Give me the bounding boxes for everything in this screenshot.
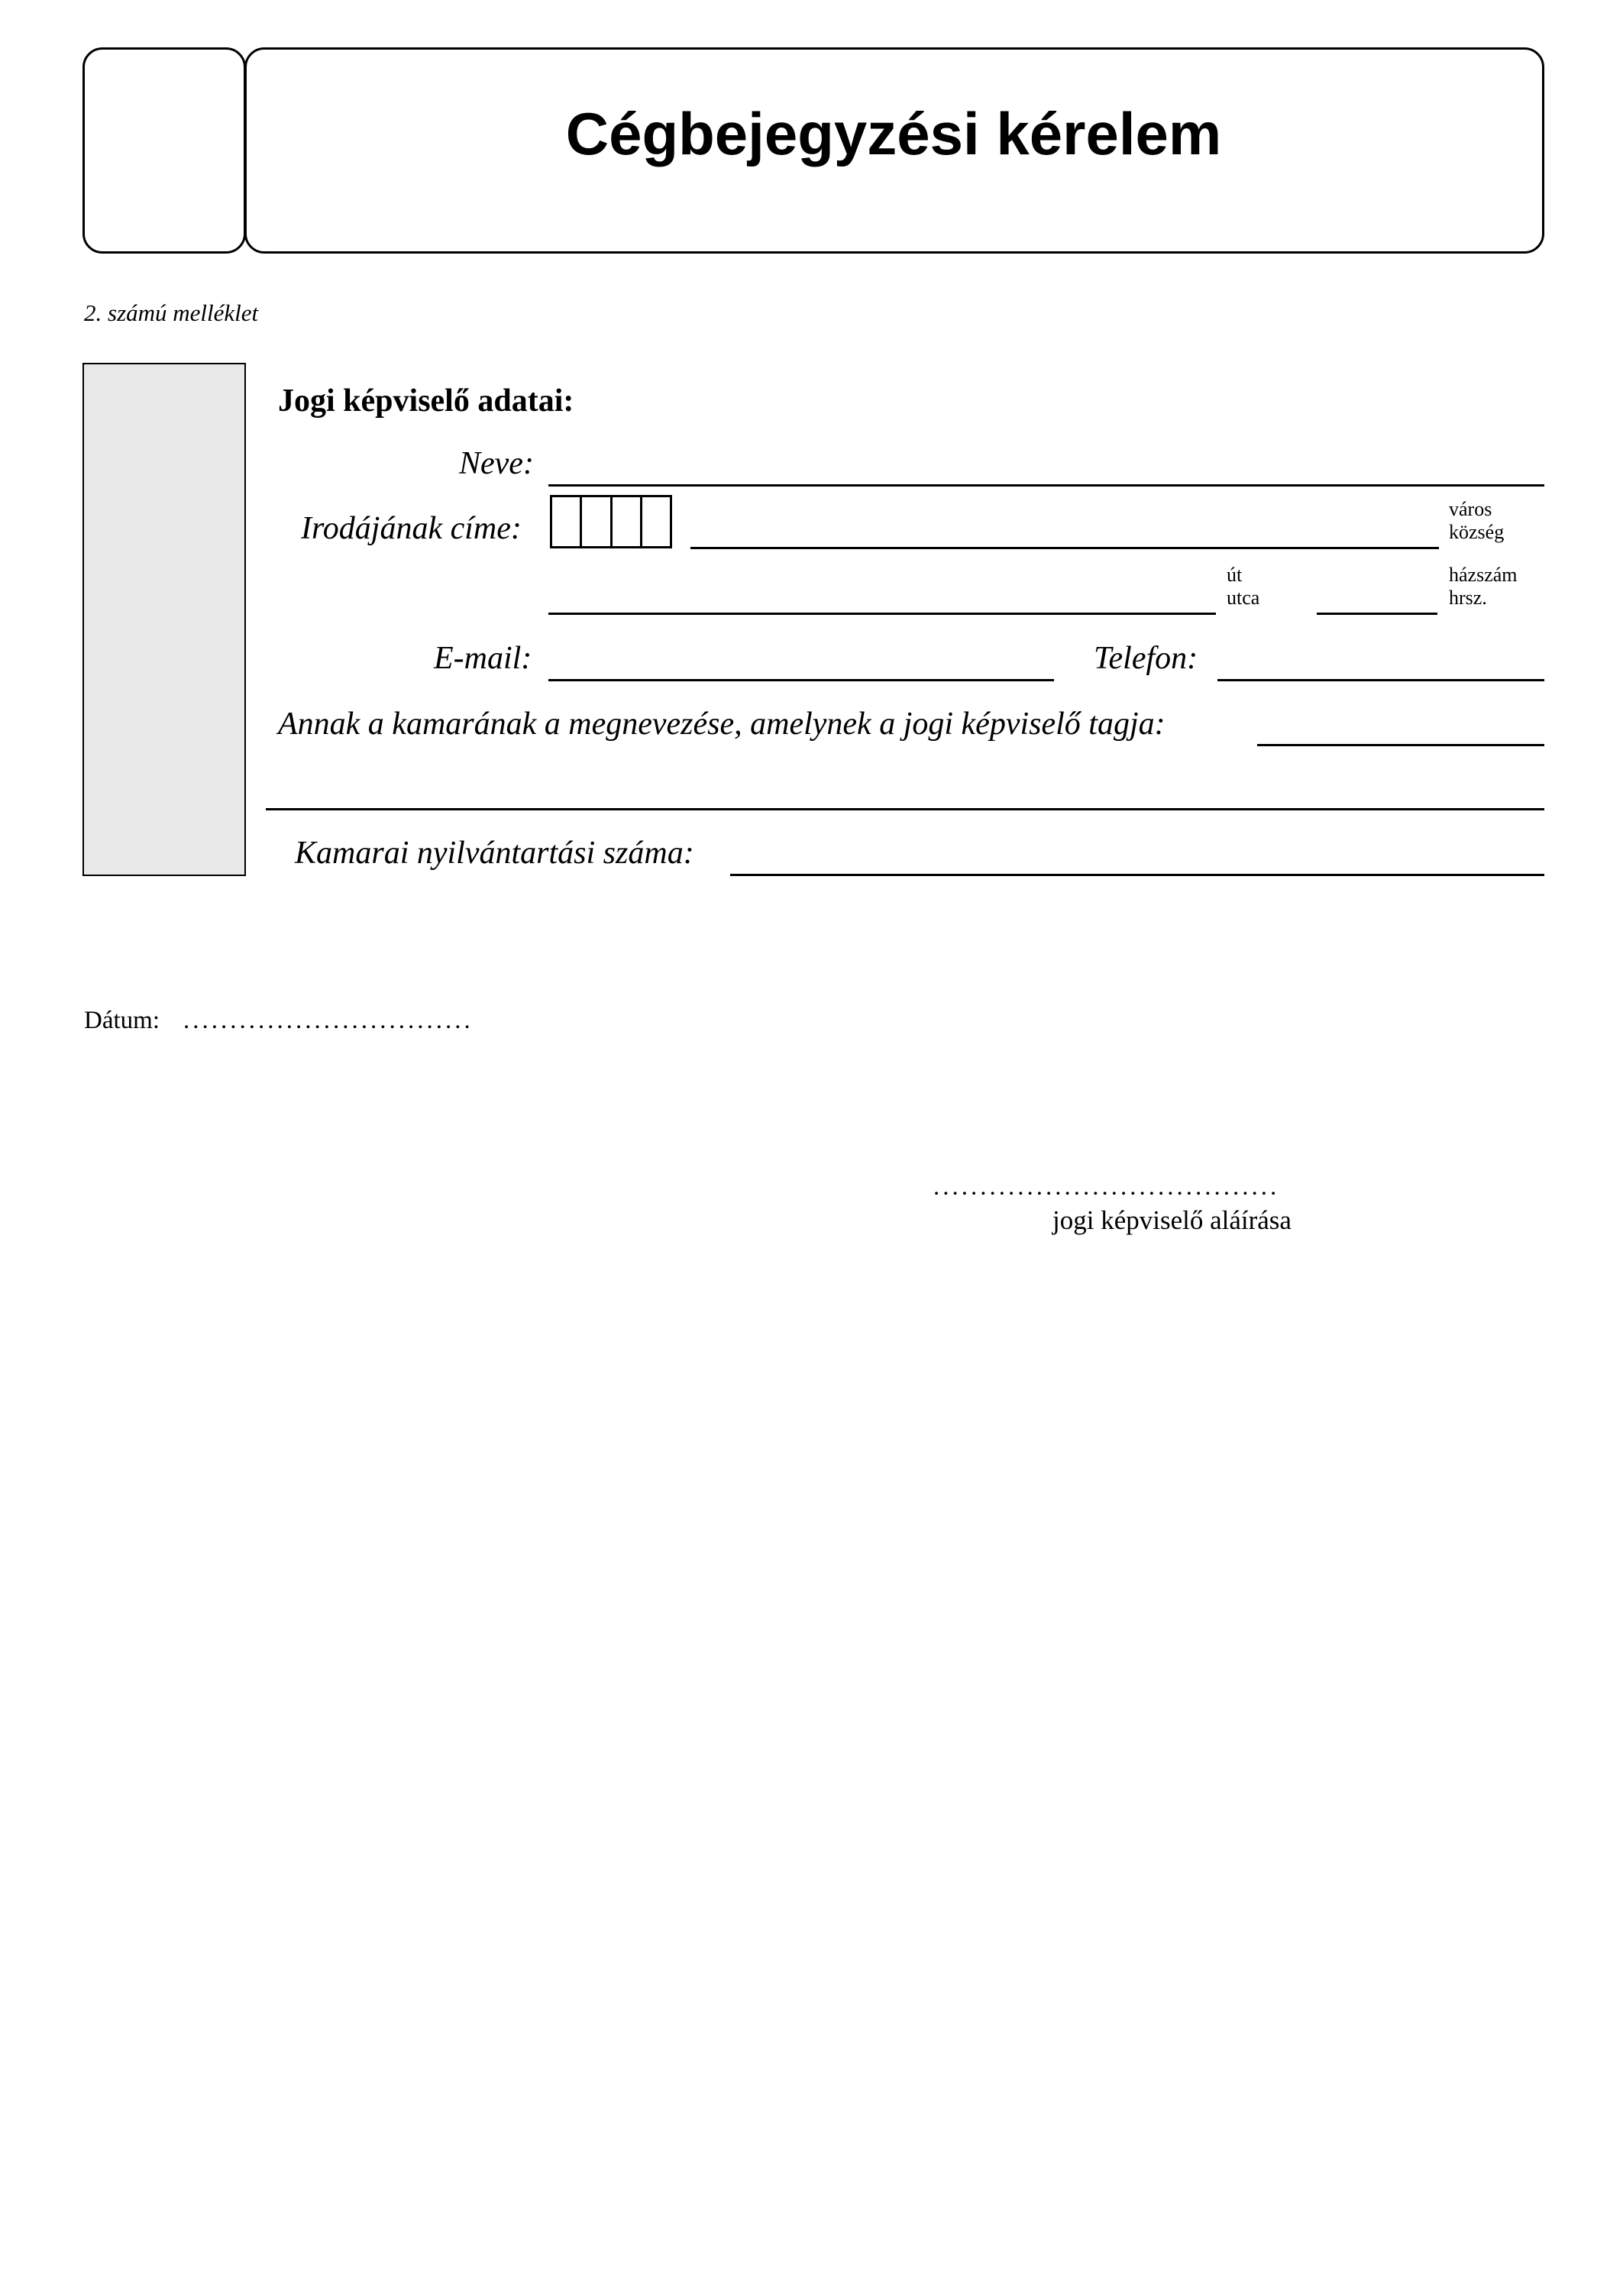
- postcode-digit[interactable]: [613, 497, 642, 546]
- office-address-label: Irodájának címe:: [301, 511, 522, 546]
- date-field[interactable]: ...............................: [183, 1007, 474, 1034]
- annex-label: 2. számú melléklet: [84, 299, 259, 326]
- name-field[interactable]: [548, 484, 1544, 487]
- email-field[interactable]: [548, 679, 1054, 681]
- date-label: Dátum:: [84, 1007, 160, 1034]
- page-title: Cégbejegyzési kérelem: [565, 99, 1222, 167]
- registry-number-field[interactable]: [730, 874, 1544, 876]
- city-label: város község: [1449, 498, 1505, 543]
- street-label: út utca: [1227, 564, 1260, 609]
- section-heading: Jogi képviselő adatai:: [278, 383, 574, 419]
- signature-caption: jogi képviselő aláírása: [1052, 1205, 1292, 1235]
- phone-label: Telefon:: [1094, 641, 1198, 676]
- house-number-label: házszám hrsz.: [1449, 564, 1518, 609]
- postcode-digit[interactable]: [582, 497, 612, 546]
- chamber-field-continued[interactable]: [266, 808, 1544, 810]
- phone-field[interactable]: [1217, 679, 1544, 681]
- header-left-box: [82, 47, 246, 254]
- chamber-label: Annak a kamarának a megnevezése, amelynek a jogi képviselő tagja:: [278, 707, 1166, 742]
- city-field[interactable]: [690, 547, 1439, 549]
- house-number-field[interactable]: [1317, 613, 1437, 615]
- chamber-field[interactable]: [1257, 744, 1544, 746]
- postcode-digit[interactable]: [642, 497, 670, 546]
- email-label: E-mail:: [434, 641, 532, 676]
- postcode-boxes[interactable]: [550, 495, 672, 548]
- street-field[interactable]: [548, 613, 1216, 615]
- signature-field[interactable]: .....................................: [933, 1173, 1280, 1201]
- registry-number-label: Kamarai nyilvántartási száma:: [295, 836, 694, 871]
- name-label: Neve:: [459, 446, 534, 481]
- postcode-digit[interactable]: [552, 497, 582, 546]
- grey-sidebar: [82, 363, 246, 876]
